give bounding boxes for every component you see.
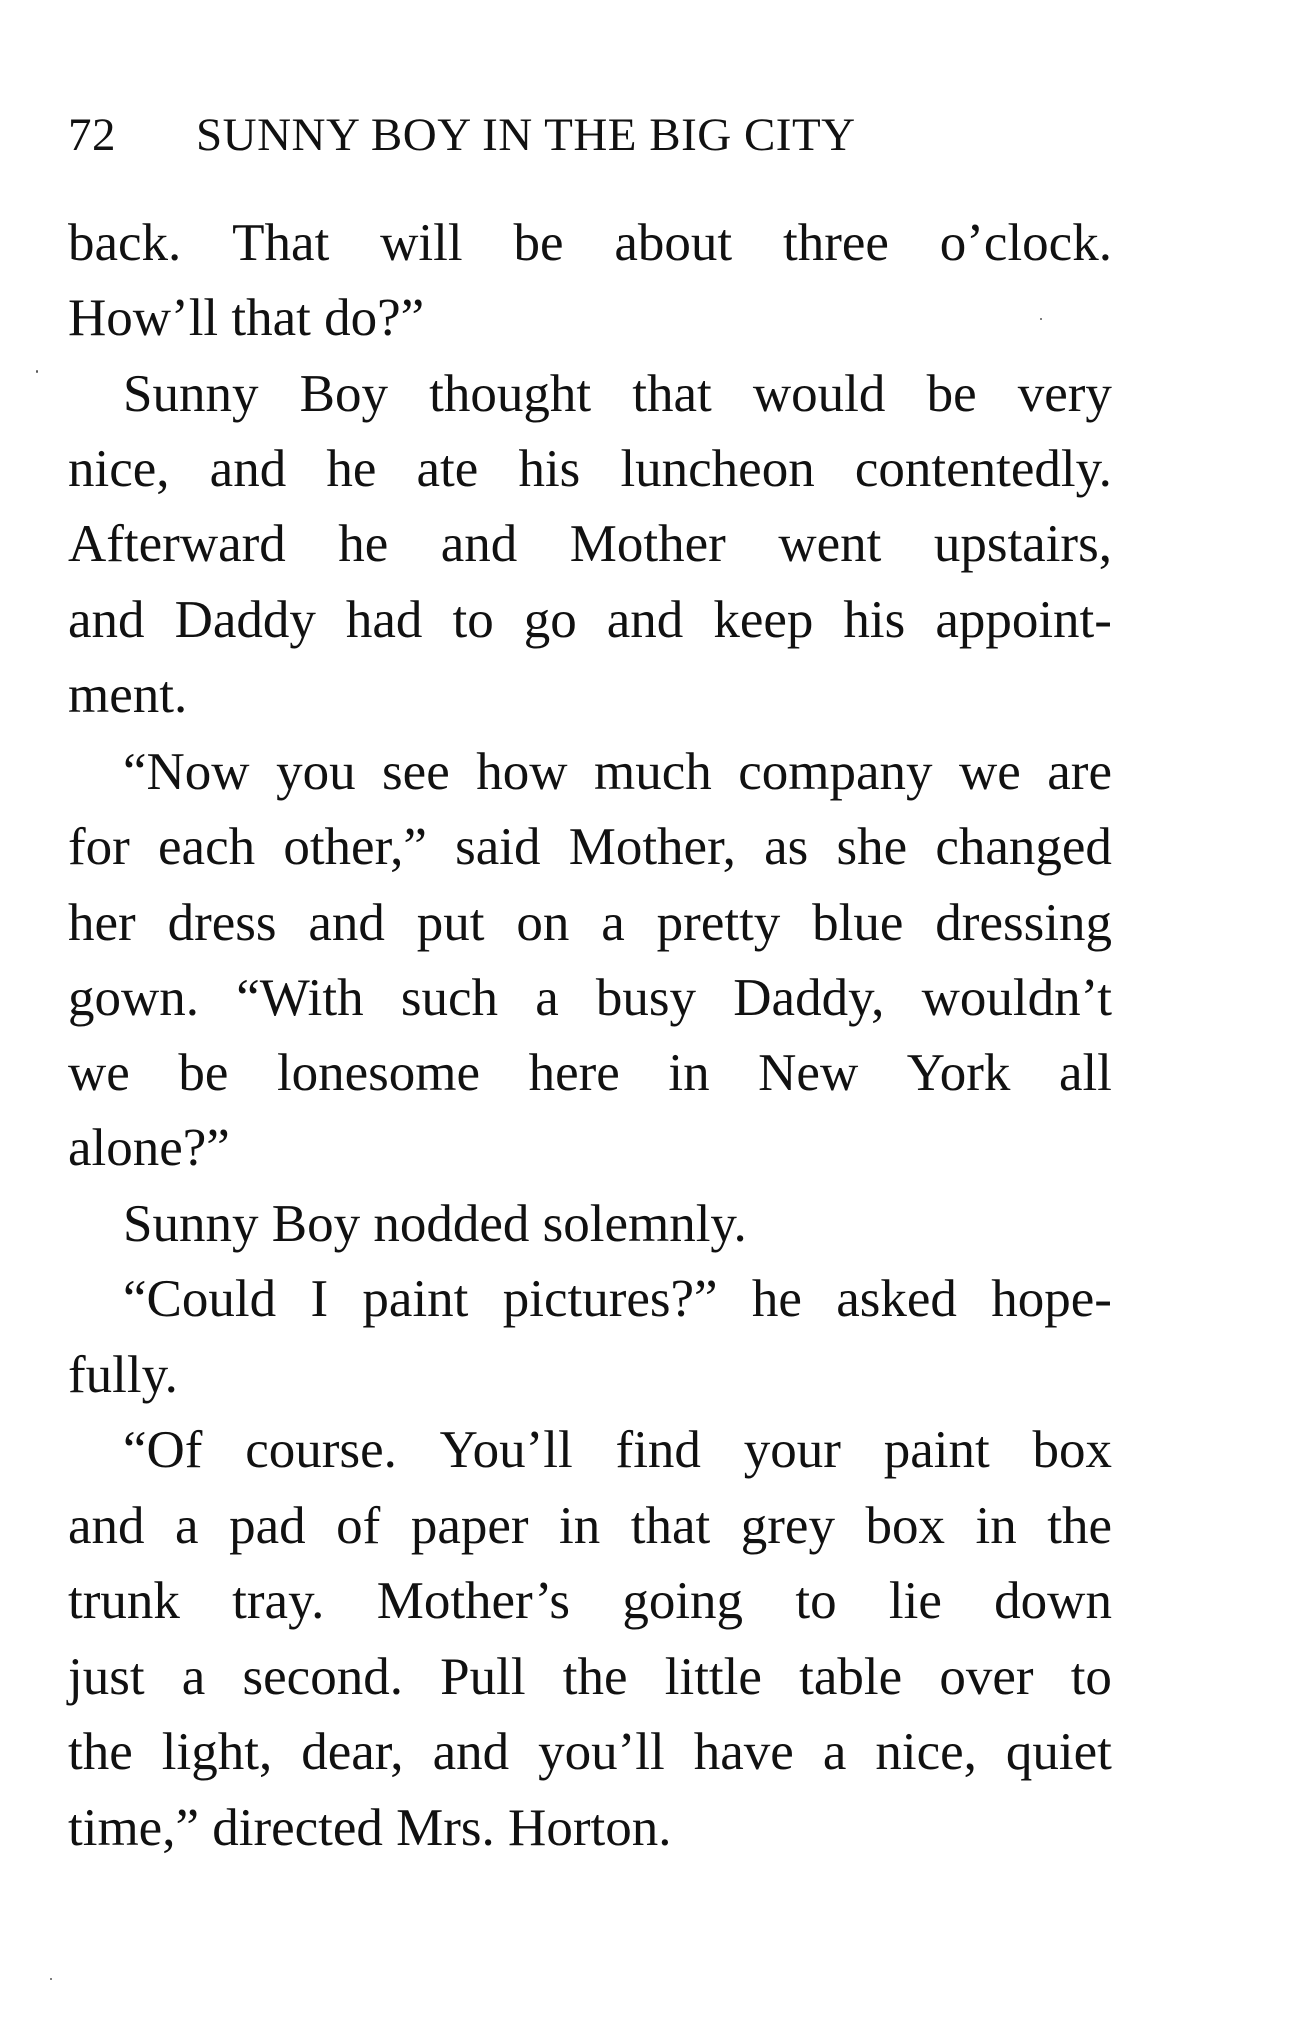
word: he [751, 1270, 802, 1328]
paper-speck [36, 370, 38, 373]
word: paper [410, 1497, 529, 1555]
word: here [528, 1044, 620, 1102]
word: luncheon [620, 440, 815, 498]
word: that [632, 365, 712, 423]
word: and [440, 515, 518, 573]
word: to [452, 591, 494, 649]
word: hope- [991, 1270, 1112, 1328]
word: his [843, 591, 906, 649]
word: find [615, 1421, 701, 1479]
word: New [758, 1044, 859, 1102]
word: Mother [569, 515, 726, 573]
word: blue [812, 894, 904, 952]
word: nice, [875, 1723, 977, 1781]
word: keep [713, 591, 814, 649]
word: “With [236, 969, 364, 1027]
word: light, [161, 1723, 273, 1781]
word: changed [935, 818, 1112, 876]
word: she [836, 818, 908, 876]
word: Mother, [568, 818, 736, 876]
word: he [326, 440, 377, 498]
word: Daddy, [733, 969, 885, 1027]
word: your [743, 1421, 841, 1479]
paper-speck [1040, 318, 1042, 320]
word: asked [836, 1270, 957, 1328]
word: to [1070, 1648, 1112, 1706]
word: pad [229, 1497, 306, 1555]
word: and [209, 440, 287, 498]
word: as [764, 818, 809, 876]
word: went [778, 515, 882, 573]
word: That [232, 214, 330, 272]
word: Boy [299, 365, 388, 423]
word: dear, [301, 1723, 404, 1781]
word: other,” [283, 818, 427, 876]
text-line [68, 960, 1112, 1036]
word: see [382, 743, 450, 801]
word: the [562, 1648, 628, 1706]
word: each [158, 818, 256, 876]
text-line [68, 885, 1112, 961]
word: the [68, 1723, 133, 1781]
text-line [68, 506, 1112, 582]
word: be [926, 365, 977, 423]
word: and [68, 591, 145, 649]
word: a [535, 969, 559, 1027]
word: you [276, 743, 356, 801]
word: second. [242, 1648, 403, 1706]
word: are [1047, 743, 1112, 801]
text-line: fully. [68, 1346, 178, 1404]
word: York [906, 1044, 1011, 1102]
word: gown. [68, 969, 200, 1027]
word: a [822, 1723, 847, 1781]
word: be [513, 214, 564, 272]
word: and [606, 591, 684, 649]
word: all [1058, 1044, 1112, 1102]
text-line [123, 1412, 1112, 1488]
word: to [795, 1572, 837, 1630]
word: course. [245, 1421, 397, 1479]
word: dressing [935, 894, 1112, 952]
word: in [668, 1044, 710, 1102]
paper-speck [50, 1978, 52, 1980]
word: will [380, 214, 463, 272]
word: had [345, 591, 423, 649]
word: put [416, 894, 485, 952]
word: busy [595, 969, 697, 1027]
word: grey [740, 1497, 835, 1555]
word: such [400, 969, 498, 1027]
word: I [310, 1270, 329, 1328]
text-line [68, 431, 1112, 507]
text-line [68, 205, 1112, 281]
word: tray. [232, 1572, 325, 1630]
word: just [68, 1648, 145, 1706]
word: nice, [68, 440, 170, 498]
running-title: SUNNY BOY IN THE BIG CITY [196, 109, 856, 161]
text-line [68, 1035, 1112, 1111]
word: wouldn’t [921, 969, 1112, 1027]
word: Sunny [123, 365, 259, 423]
word: lonesome [276, 1044, 481, 1102]
word: a [181, 1648, 206, 1706]
word: how [476, 743, 568, 801]
text-line: time,” directed Mrs. Horton. [68, 1799, 672, 1857]
text-line [68, 809, 1112, 885]
word: have [693, 1723, 794, 1781]
word: over [939, 1648, 1034, 1706]
text-line: How’ll that do?” [68, 289, 425, 347]
word: be [178, 1044, 229, 1102]
word: appoint- [935, 591, 1112, 649]
text-line: ment. [68, 666, 188, 724]
word: upstairs, [933, 515, 1112, 573]
word: Afterward [68, 515, 286, 573]
word: said [455, 818, 541, 876]
word: paint [883, 1421, 990, 1479]
word: much [593, 743, 712, 801]
word: Mother’s [376, 1572, 571, 1630]
word: down [994, 1572, 1112, 1630]
word: in [975, 1497, 1017, 1555]
text-line [68, 1639, 1112, 1715]
word: dress [167, 894, 277, 952]
word: on [516, 894, 570, 952]
word: lie [888, 1572, 942, 1630]
word: and [68, 1497, 145, 1555]
word: we [68, 1044, 130, 1102]
word: Pull [440, 1648, 526, 1706]
word: paint [362, 1270, 469, 1328]
word: and [432, 1723, 510, 1781]
word: for [68, 818, 130, 876]
word: quiet [1005, 1723, 1112, 1781]
word: You’ll [439, 1421, 573, 1479]
word: he [338, 515, 389, 573]
text-line [123, 356, 1112, 432]
word: “Of [123, 1421, 203, 1479]
word: his [518, 440, 581, 498]
text-line: Sunny Boy nodded solemnly. [123, 1195, 747, 1253]
word: would [752, 365, 886, 423]
word: and [308, 894, 385, 952]
word: box [865, 1497, 945, 1555]
word: o’clock. [939, 214, 1112, 272]
word: Daddy [174, 591, 316, 649]
word: of [336, 1497, 381, 1555]
text-line [68, 582, 1112, 658]
word: a [601, 894, 625, 952]
word: in [559, 1497, 601, 1555]
text-line [68, 1714, 1112, 1790]
text-line: alone?” [68, 1119, 230, 1177]
word: ate [416, 440, 479, 498]
word: “Could [123, 1270, 277, 1328]
word: pictures?” [502, 1270, 718, 1328]
word: the [1047, 1497, 1112, 1555]
word: we [958, 743, 1021, 801]
page-number: 72 [68, 109, 116, 161]
word: trunk [68, 1572, 180, 1630]
word: going [622, 1572, 744, 1630]
word: contentedly. [854, 440, 1112, 498]
word: table [799, 1648, 903, 1706]
word: about [614, 214, 733, 272]
word: that [630, 1497, 711, 1555]
word: “Now [123, 743, 250, 801]
word: you’ll [538, 1723, 665, 1781]
word: thought [429, 365, 592, 423]
text-line [123, 1261, 1112, 1337]
word: pretty [656, 894, 781, 952]
word: go [523, 591, 577, 649]
word: company [738, 743, 933, 801]
word: box [1032, 1421, 1112, 1479]
word: very [1017, 365, 1112, 423]
text-line [123, 734, 1112, 810]
word: little [664, 1648, 762, 1706]
text-line [68, 1563, 1112, 1639]
text-line [68, 1488, 1112, 1564]
word: a [175, 1497, 199, 1555]
word: back. [68, 214, 182, 272]
word: three [782, 214, 889, 272]
word: her [68, 894, 136, 952]
running-head [68, 105, 856, 165]
